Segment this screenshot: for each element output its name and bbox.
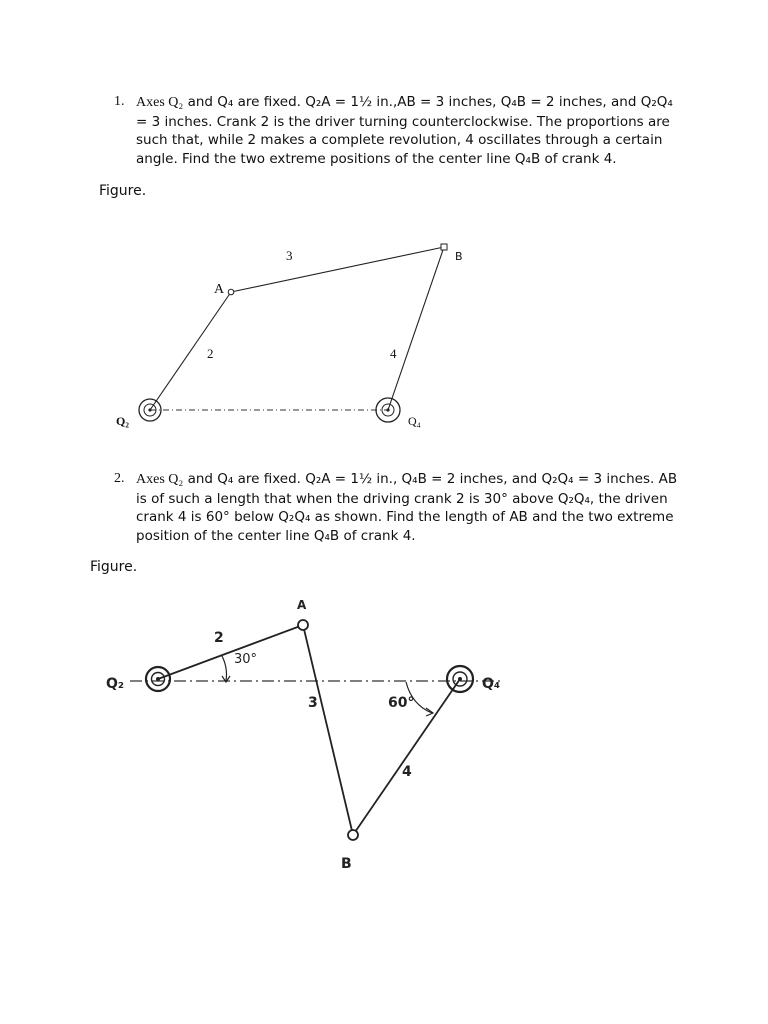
- figure-1-label: Figure.: [99, 183, 147, 199]
- joint-b: [348, 830, 358, 840]
- fig2-label-a: A: [297, 598, 307, 612]
- fig1-label-a: A: [214, 282, 225, 297]
- fig2-label-b: B: [341, 856, 352, 872]
- problem-1-lead: Axes Q₂: [136, 95, 184, 110]
- fig1-label-q2: Q₂: [116, 414, 129, 428]
- fig1-label-2: 2: [207, 346, 214, 361]
- fig1-label-4: 4: [390, 346, 397, 361]
- fig2-label-3: 3: [308, 695, 318, 711]
- fig1-label-q4: Q₄: [408, 414, 421, 428]
- problem-1-body: and Q₄ are fixed. Q₂A = 1½ in.,AB = 3 inches, Q₄B = 2 inches, and Q₂Q₄ = 3 inches. Crank 2 is the driver turning counterclockwise. The proportions are such that, while 2 makes a complete revolution, 4 oscillates through a certain angle. Find the two extreme positions of the center line Q₄B of crank 4.: [136, 94, 673, 167]
- problem-2-number: 2.: [114, 471, 125, 486]
- problem-1-number: 1.: [114, 94, 125, 109]
- fig2-label-30: 30°: [234, 652, 258, 667]
- pivot-q4: [447, 666, 473, 692]
- fig1-label-b: B: [455, 250, 463, 263]
- fig2-label-60: 60°: [388, 695, 415, 711]
- fig2-label-q2: Q₂: [106, 676, 125, 692]
- fig2-label-4: 4: [402, 764, 412, 780]
- link-3: [303, 625, 353, 835]
- link-2: [158, 625, 303, 679]
- problem-2-body: and Q₄ are fixed. Q₂A = 1½ in., Q₄B = 2 inches, and Q₂Q₄ = 3 inches. AB is of such a length that when the driving crank 2 is 30° above Q₂Q₄, the driven crank 4 is 60° below Q₂Q₄ as shown. Find the length of AB and the two extreme position of the center line Q₄B of crank 4.: [136, 471, 678, 544]
- problem-2-lead: Axes Q₂: [136, 472, 184, 487]
- fig2-label-2: 2: [214, 630, 224, 646]
- figure-2-label: Figure.: [90, 559, 138, 575]
- fig1-label-3: 3: [286, 248, 293, 263]
- pivot-q2: [146, 667, 170, 691]
- fig2-label-q4: Q₄: [482, 676, 501, 692]
- joint-a: [298, 620, 308, 630]
